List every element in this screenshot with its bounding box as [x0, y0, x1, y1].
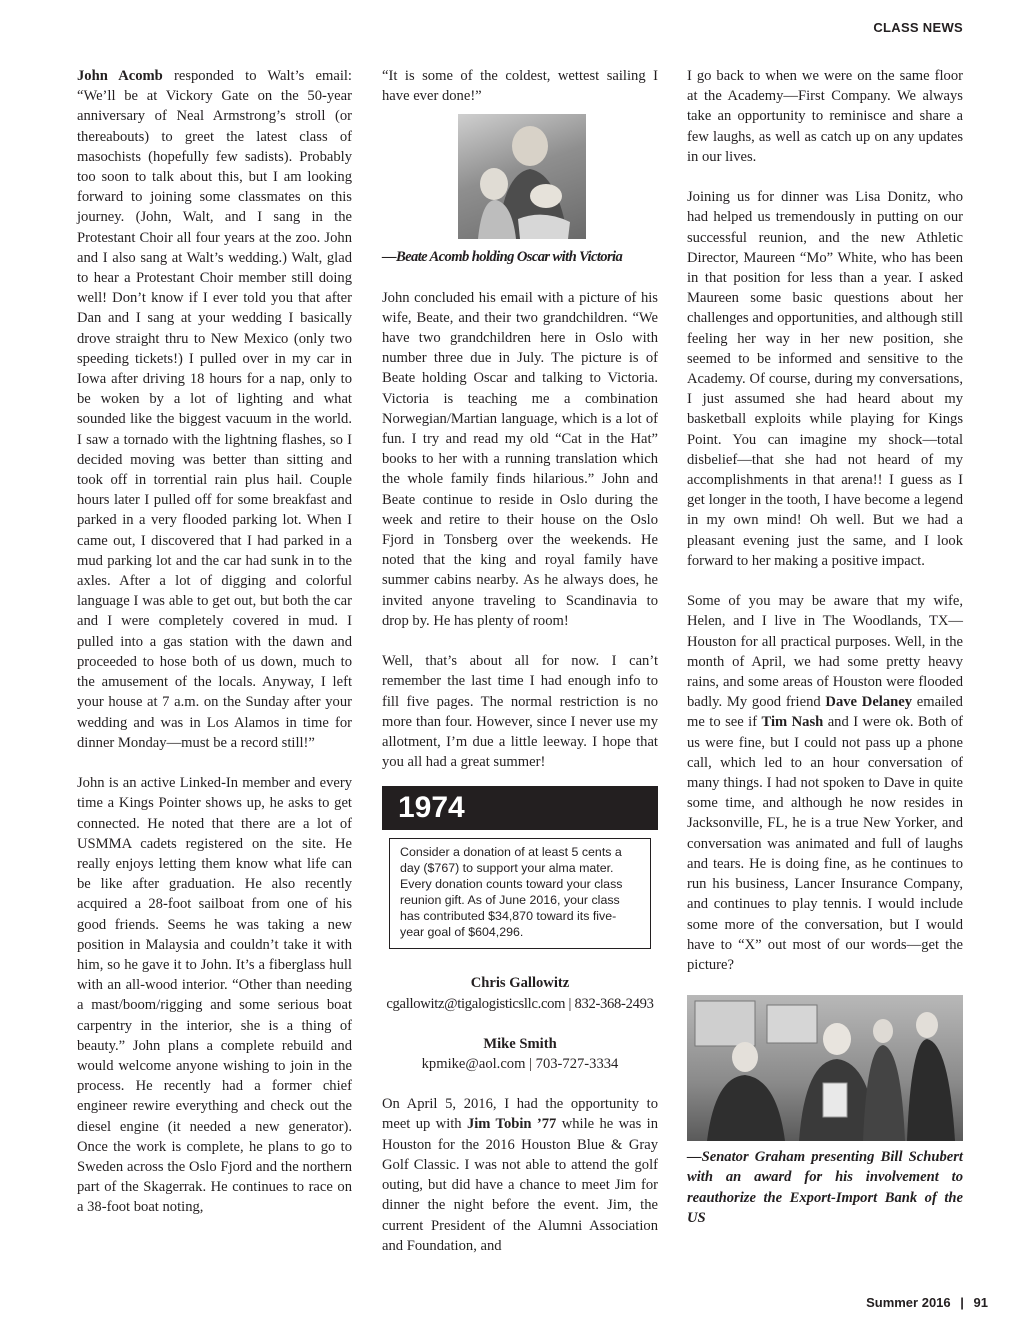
footer-separator: |: [960, 1295, 964, 1310]
paragraph: [382, 1094, 658, 1256]
paragraph: “It is some of the coldest, wettest sailing I have ever done!”: [382, 68, 658, 105]
contact-1: [382, 973, 658, 1013]
person-name: Tim Nash: [761, 714, 824, 731]
photo-caption: —Senator Graham presenting Bill Schubert with an award for his involvement to reauthorize the Export-Import Bank of the US: [687, 1149, 963, 1226]
paragraph: Well, that’s about all for now. I can’t remember the last time I had enough info to fill five pages. The normal restriction is no more than four. However, since I never use my allotment, I’m due a little leeway. I hope that you all had a great summer!: [382, 653, 658, 771]
paragraph-text: and I were ok. Both of us were fine, but I could not pass up a phone call, which led to an hour conversation of many things. I had not spoken to Dave in quite some time, and although he now resides in Jacksonville, FL, he is a true New Yorker, and conversation was animated and full of laughs and tears. He is doing fine, as he continues to run his business, Lancer Insurance Company, and continues to play tennis. I would include some more of the conversation, but I would have to “X” out most of our words—get the picture?: [687, 714, 963, 973]
column-3: [687, 66, 963, 1248]
paragraph-text: emailed me to see if: [687, 694, 963, 731]
page-number: 91: [973, 1295, 988, 1310]
class-year-banner: 1974: [382, 786, 658, 830]
photo-caption: —Beate Acomb holding Oscar with Victoria: [382, 249, 623, 266]
paragraph-text: responded to Walt’s email: “We’ll be at Vickory Gate on the 50-year anniversary of Neal Armstrong’s stroll (or thereabouts) to greet the latest class of masochists (hopefully few sadists). Probably too soon to talk about this, but I am looking forward to joining some classmates on this journey. (John, Walt, and I sang in the Protestant Choir all four years at the zoo. John and I also sang at Walt’s wedding.) Walt, glad to hear a Protestant Choir member still doing well! Don’t know if I ever told you that after Dan and I sang at your wedding I basically drove straight thru to New Mexico (only two speeding tickets!) I pulled over in my car in Iowa after driving 18 hours for a nap, only to be woken by a lot of lighting and what sounded like the biggest vacuum in the world. I saw a tornado with the lightning flashes, so I decided moving was better than sitting and took off in torrential rain plus hail. Couple hours later I pulled off for some breakfast and parked in a very flooded parking lot. When I came out, I discovered that I had parked in a mud parking lot and the car had sunk in to the axles. After a lot of digging and colorful language I was able to get out, but both the car and I were completely covered in mud. I pulled into a gas station with the dawn and proceeded to hose both of us down, much to the amusement of the locals. Anyway, I left your house at 7 a.m. on the Sunday after your wedding and was in Los Alamos in time for dinner Monday—must be a record still!”: [77, 68, 352, 751]
paragraph: [687, 591, 963, 975]
paragraph: [77, 66, 352, 753]
section-header: CLASS NEWS: [873, 20, 963, 35]
award-photo-image: [687, 995, 963, 1141]
person-name: Dave Delaney: [825, 694, 913, 711]
award-photo: [687, 995, 963, 1141]
contact-name: Mike Smith: [483, 1035, 557, 1052]
contact-info[interactable]: kpmike@aol.com | 703-727-3334: [421, 1056, 619, 1073]
paragraph-text: Some of you may be aware that my wife, Helen, and I live in The Woodlands, TX—Houston for all practical purposes. Well, in the month of April, we had some pretty heavy rains, and some areas of Houston were flooded badly. My good friend: [687, 593, 963, 711]
person-name: John Acomb: [77, 68, 163, 84]
contact-info[interactable]: cgallowitz@tigalogisticsllc.com | 832-368-2493: [386, 995, 654, 1012]
paragraph-text: while he was in Houston for the 2016 Houston Blue & Gray Golf Classic. I was not able to attend the golf outing, but did have a chance to meet Jim for dinner the night before the event. Jim, the current President of the Alumni Association and Foundation, and: [382, 1116, 658, 1254]
family-photo-image: [458, 114, 586, 239]
donation-box: Consider a donation of at least 5 cents a day ($767) to support your alma mater. Every donation counts toward your class reunion gift. As of June 2016, your class has contributed $34,870 toward its five-year goal of $604,296.: [389, 838, 651, 949]
person-name: Jim Tobin ’77: [466, 1116, 557, 1133]
paragraph: John concluded his email with a picture of his wife, Beate, and their two grandchildren. “We have two grandchildren here in Oslo with number three due in July. The picture is of Beate holding Oscar and talking to Victoria. Victoria is teaching me a combination Norwegian/Martian language, which is a lot of fun. I try and read my old “Cat in the Hat” books to her with a running translation which the whole family finds hilarious.” John and Beate continue to reside in Oslo during the week and retire to their house on the Oslo Fjord in Tonsberg over the weekends. He noted that the king and royal family have summer cabins nearby. As he always does, he invited anyone traveling to Scandinavia to drop by. He has plenty of room!: [382, 289, 658, 629]
column-2: [382, 66, 658, 1276]
page-footer: [866, 1295, 988, 1310]
issue-label: Summer 2016: [866, 1295, 951, 1310]
family-photo: [458, 114, 586, 239]
contact-2: [382, 1034, 658, 1074]
paragraph-text: On April 5, 2016, I had the opportunity to meet up with: [382, 1096, 658, 1133]
paragraph: John is an active Linked-In member and every time a Kings Pointer shows up, he asks to get connected. He noted that there are a lot of USMMA cadets registered on the site. He really enjoys letting them know what life can be like after graduation. He also recently acquired a 28-foot sailboat from one of his good friends. Seems he was taking a new position in Malaysia and couldn’t take it with him, so he gave it to John. It’s a fiberglass hull with an all-wood interior. “Other than needing a mast/boom/rigging and some serious boat carpentry in the interior, she is a thing of beauty.” John plans a complete rebuild and would welcome anyone wishing to join in the process. He recently had a former chief engineer rewire everything and check out the diesel engine (it needed a new generator). Once the work is complete, he plans to go to Sweden across the Oslo Fjord and the northern part of the Skagerrak. He continues to race on a 38-foot boat noting,: [77, 775, 352, 1216]
paragraph: I go back to when we were on the same floor at the Academy—First Company. We always take an opportunity to reminisce and share a few laughs, as well as catch up on any updates in our lives.: [687, 68, 963, 165]
column-1: [77, 66, 352, 1238]
paragraph: Joining us for dinner was Lisa Donitz, who had helped us tremendously in putting on our successful reunion, and the new Athletic Director, Maureen “Mo” White, who has been in that position for less than a year. I asked Maureen some basic questions about her challenges and opportunities, and although still feeling her way in her new position, she seemed to be informed and sensitive to the Academy. Of course, during my conversations, I just assumed she had heard about my basketball exploits while playing for Kings Point. You can imagine my shock—total disbelief—that she had not heard of my accomplishments in that arena!! I guess as I get longer in the tooth, I have become a legend in my own mind! Oh well. But we had a pleasant evening just the same, and I look forward to her making a positive impact.: [687, 189, 963, 569]
contact-name: Chris Gallowitz: [470, 975, 570, 992]
